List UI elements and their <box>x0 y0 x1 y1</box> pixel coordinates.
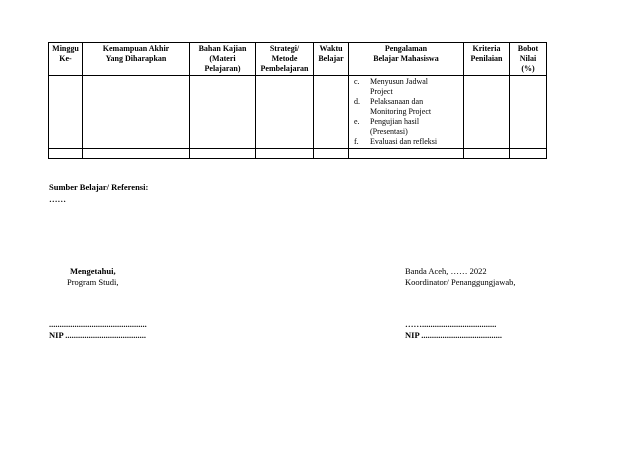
cell-kemampuan <box>83 76 190 149</box>
header-waktu-belajar: Waktu Belajar <box>314 43 349 76</box>
list-item: e. Pengujian hasil (Presentasi) <box>354 117 420 136</box>
header-bahan-kajian: Bahan Kajian (Materi Pelajaran) <box>190 43 256 76</box>
header-minggu-ke: Minggu Ke- <box>49 43 83 76</box>
right-signature-place-date: Banda Aceh, …… 2022 <box>405 266 487 276</box>
right-signature-nip: NIP ...................................... <box>405 330 503 340</box>
cell-strategi <box>256 76 314 149</box>
left-signature-title: Mengetahui, <box>70 266 116 276</box>
header-strategi-metode: Strategi/ Metode Pembelajaran <box>256 43 314 76</box>
cell-waktu <box>314 76 349 149</box>
header-kemampuan-akhir: Kemampuan Akhir Yang Diharapkan <box>83 43 190 76</box>
list-item: d. Pelaksanaan dan Monitoring Project <box>354 97 432 116</box>
references-value: …… <box>49 194 66 204</box>
list-item: f. Evaluasi dan refleksi <box>354 137 438 146</box>
right-signature-name-line: ……................................... <box>405 319 497 329</box>
cell-kriteria <box>464 76 510 149</box>
header-kriteria-penilaian: Kriteria Penilaian <box>464 43 510 76</box>
left-signature-role: Program Studi, <box>67 277 119 287</box>
left-signature-name-line: .............................................. <box>49 319 147 329</box>
cell-bobot <box>510 76 547 149</box>
table-header-row <box>49 43 547 76</box>
cell-minggu <box>49 76 83 149</box>
cell-pengalaman <box>349 76 464 149</box>
list-item: c. Menyusun Jadwal Project <box>354 77 428 96</box>
cell-bahan <box>190 76 256 149</box>
references-label: Sumber Belajar/ Referensi: <box>49 182 149 192</box>
right-signature-role: Koordinator/ Penanggungjawab, <box>405 277 516 287</box>
header-pengalaman-belajar: Pengalaman Belajar Mahasiswa <box>349 43 464 76</box>
header-bobot-nilai: Bobot Nilai (%) <box>510 43 547 76</box>
table-row <box>49 149 547 159</box>
rps-table <box>48 42 547 159</box>
table-row <box>49 76 547 149</box>
left-signature-nip: NIP ...................................... <box>49 330 147 340</box>
